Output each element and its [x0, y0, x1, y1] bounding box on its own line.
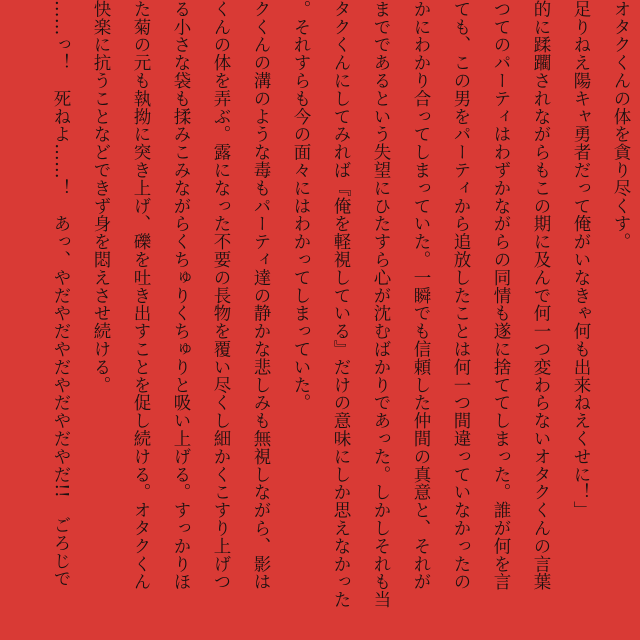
text-column-15: ……っ！ 死ねよ……！ あっ、やだやだやだやだやだやだ!! ごろじで: [51, 0, 71, 588]
text-column-14: 快楽に抗うことなどできず身を悶えさせ続ける。: [91, 0, 111, 394]
text-column-7: までであるという失望にひたすら心が沈むばかりであった。しかしそれも当: [371, 0, 391, 609]
text-column-10: クくんの溝のような毒もパーティ達の静かな悲しみも無視しながら、影は: [251, 0, 271, 591]
text-column-2: 足りねえ陽キャ勇者だって俺がいなきゃ何も出来ねえくせに！」: [571, 0, 591, 520]
text-column-6: かにわかり合ってしまっていた。一瞬でも信頼した仲間の真意と、それが: [411, 0, 431, 591]
text-column-5: ても、この男をパーティから追放したことは何一つ間違っていなかったの: [451, 0, 471, 591]
text-column-13: た菊の元も執拗に突き上げ、礫を吐き出すことを促し続ける。オタクくん: [131, 0, 151, 591]
text-column-4: つてのパーティはわずかながらの同情も遂に捨ててしまった。誰が何を言: [491, 0, 511, 591]
text-column-9: 。それすらも今の面々にはわかってしまっていた。: [291, 0, 311, 412]
text-column-11: くんの体を弄ぶ。露になった不要の長物を覆い尽くし細かくこすり上げつ: [211, 0, 231, 591]
text-column-3: 的に蹂躙されながらもこの期に及んで何一つ変わらないオタクくんの言葉: [531, 0, 551, 591]
text-column-12: る小さな袋も揉みこみながらくちゅりくちゅりと吸い上げる。すっかりほ: [171, 0, 191, 591]
text-column-8: タクくんにしてみれば『俺を軽視している』だけの意味にしか思えなかった: [331, 0, 351, 609]
text-column-1: オタクくんの体を貪り尽くす。: [611, 0, 631, 251]
